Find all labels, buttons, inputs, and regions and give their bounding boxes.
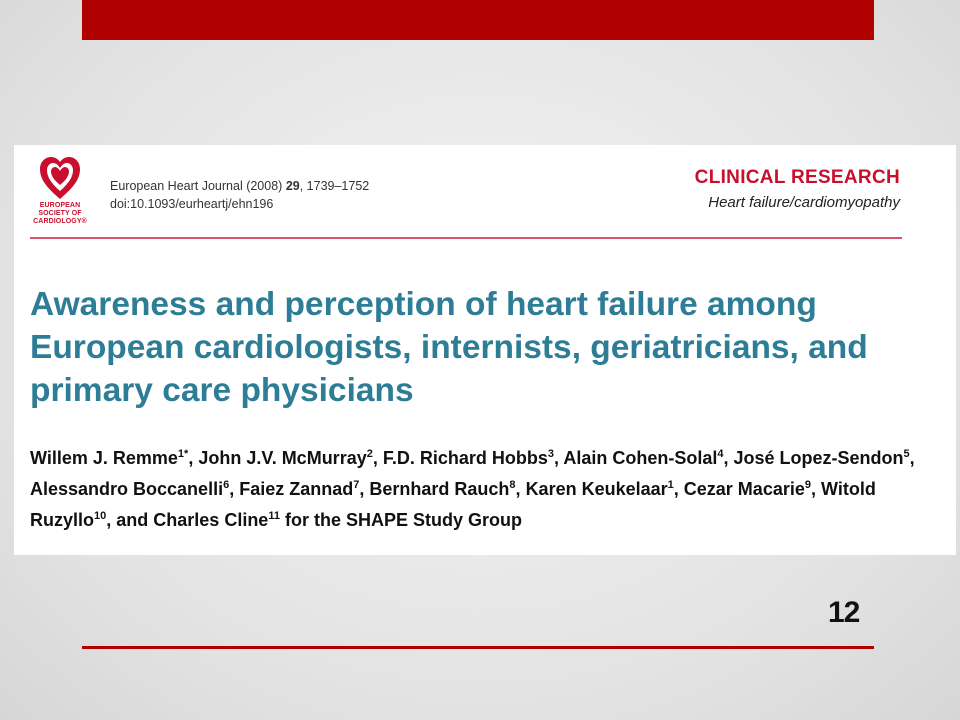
bottom-accent-rule xyxy=(82,646,874,649)
logo-text: EUROPEAN SOCIETY OF CARDIOLOGY® xyxy=(33,202,87,225)
esc-logo xyxy=(30,155,90,235)
paper-header-image xyxy=(14,145,956,555)
author-affiliation: 7 xyxy=(353,479,360,491)
section-title: CLINICAL RESEARCH xyxy=(694,167,900,188)
author-separator: , xyxy=(372,448,383,468)
author-name: Cezar Macarie xyxy=(683,479,805,499)
author-separator: , xyxy=(554,448,564,468)
author-separator: , xyxy=(359,479,370,499)
section-label xyxy=(695,167,900,211)
author-separator: , xyxy=(673,479,684,499)
author-name: Faiez Zannad xyxy=(239,479,354,499)
heart-logo-icon xyxy=(38,155,82,201)
author-separator: , xyxy=(909,448,915,468)
top-accent-bar xyxy=(82,0,874,40)
author-separator: , xyxy=(723,448,734,468)
author-affiliation: 5 xyxy=(903,448,910,460)
author-list xyxy=(30,441,930,534)
author-name: Willem J. Remme xyxy=(30,448,178,468)
author-separator: , and xyxy=(106,510,154,530)
header-divider xyxy=(30,237,902,239)
author-affiliation: 1 xyxy=(667,479,674,491)
author-separator: for the SHAPE Study Group xyxy=(279,510,522,530)
doi: doi:10.1093/eurheartj/ehn196 xyxy=(110,197,274,211)
author-name: Charles Cline xyxy=(153,510,269,530)
section-subject: Heart failure/cardiomyopathy xyxy=(708,194,900,211)
author-name: Witold Ruzyllo xyxy=(30,479,876,530)
author-name: John J.V. McMurray xyxy=(198,448,367,468)
author-separator: , xyxy=(188,448,199,468)
author-name: José Lopez-Sendon xyxy=(733,448,904,468)
author-separator: , xyxy=(515,479,526,499)
author-separator: , xyxy=(229,479,240,499)
author-affiliation: 2 xyxy=(366,448,373,460)
journal-citation: European Heart Journal (2008) 29, 1739–1752 doi:10.1093/eurheartj/ehn196 xyxy=(110,179,370,211)
author-affiliation: 6 xyxy=(223,479,230,491)
author-affiliation: 3 xyxy=(547,448,554,460)
author-affiliation: 9 xyxy=(804,479,811,491)
author-affiliation: 4 xyxy=(717,448,724,460)
author-affiliation: 11 xyxy=(268,510,280,522)
author-name: F.D. Richard Hobbs xyxy=(382,448,548,468)
author-name: Alain Cohen-Solal xyxy=(563,448,718,468)
slide-number: 12 xyxy=(828,596,860,629)
author-separator: , xyxy=(810,479,821,499)
author-name: Bernhard Rauch xyxy=(369,479,510,499)
author-affiliation: 8 xyxy=(509,479,516,491)
author-affiliation: 1* xyxy=(177,448,189,460)
author-affiliation: 10 xyxy=(94,510,107,522)
article-title: Awareness and perception of heart failure among European cardiologists, internists, geriatricians, and primary care physicians xyxy=(30,286,868,409)
author-name: Karen Keukelaar xyxy=(525,479,668,499)
author-name: Alessandro Boccanelli xyxy=(30,479,224,499)
